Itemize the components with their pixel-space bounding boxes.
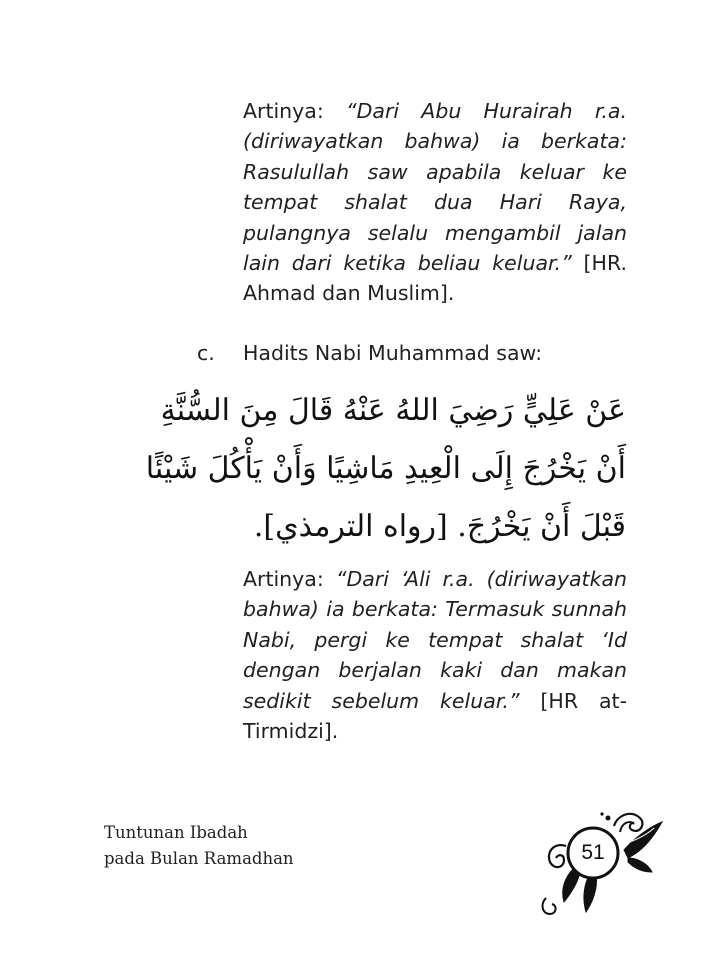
list-marker-c: c. (197, 341, 215, 365)
translation-paragraph-2 (243, 564, 627, 746)
book-title-line-1: Tuntunan Ibadah (104, 823, 248, 842)
hadith-quote: “Dari ‘Ali r.a. (diriwayatkan bahwa) ia berkata: Termasuk sunnah Nabi, pergi ke tempat shalat ‘Id dengan berjalan kaki dan makan sedikit sebelum keluar.” (243, 567, 627, 713)
page-number: 51 (581, 841, 605, 864)
translation-label: Artinya: (243, 567, 336, 591)
arabic-text-line-1: عَنْ عَلِيٍّ رَضِيَ اللهُ عَنْهُ قَالَ مِنَ السُّنَّةِ (160, 393, 626, 428)
translation-paragraph-1 (243, 96, 627, 309)
list-item-heading: Hadits Nabi Muhammad saw: (243, 341, 543, 365)
hadith-quote: “Dari Abu Hurairah r.a. (diriwayatkan bahwa) ia berkata: Rasulullah saw apabila keluar ke tempat shalat dua Hari Raya, pulangnya selalu mengambil jalan lain dari ketika beliau keluar.” (243, 99, 627, 276)
book-title-line-2: pada Bulan Ramadhan (104, 849, 294, 868)
arabic-text-line-3: قَبْلَ أَنْ يَخْرُجَ. [رواه الترمذي]. (253, 509, 626, 544)
book-title (104, 820, 294, 872)
hadith-source: [HR. Ahmad dan Muslim]. (243, 251, 627, 306)
hadith-source: [HR at-Tirmidzi]. (243, 688, 627, 744)
translation-label: Artinya: (243, 99, 346, 123)
arabic-text-line-2: أَنْ يَخْرُجَ إِلَى الْعِيدِ مَاشِيًا وَأَنْ يَأْكُلَ شَيْئًا (145, 451, 626, 486)
